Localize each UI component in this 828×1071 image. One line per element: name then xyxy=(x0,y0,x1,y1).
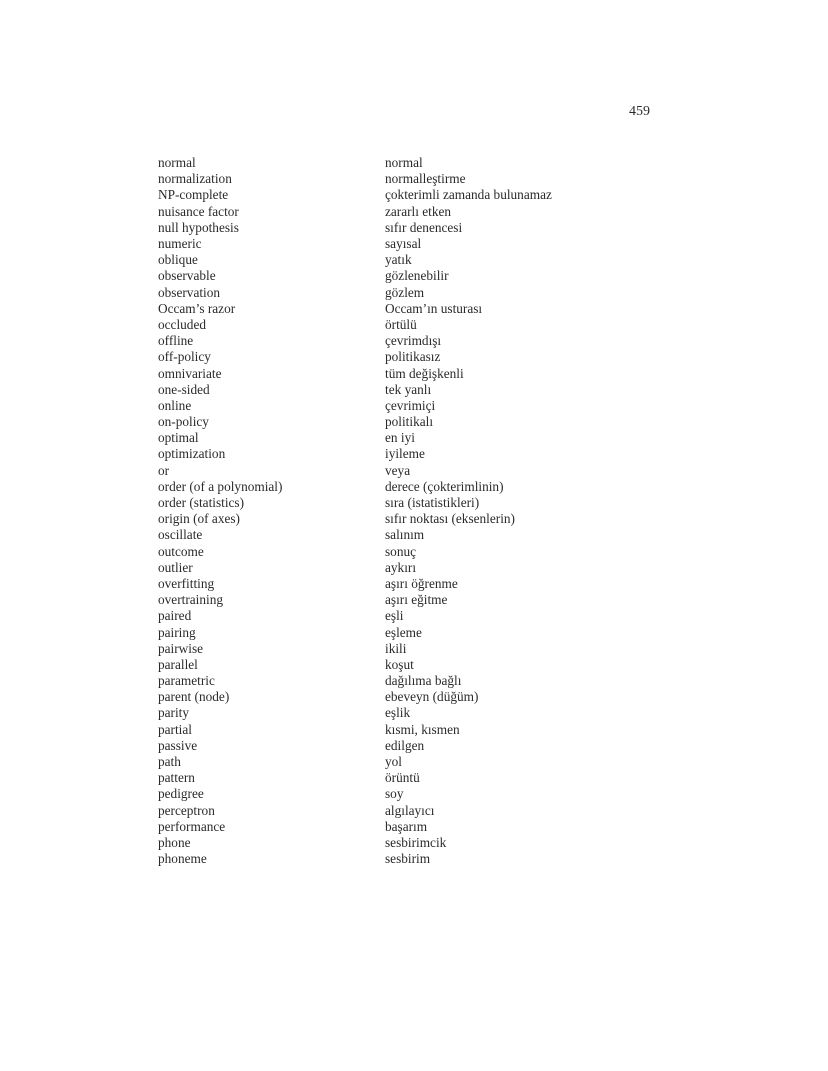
glossary-translation: sıra (istatistikleri) xyxy=(385,495,480,511)
glossary-translation: koşut xyxy=(385,656,414,672)
glossary-term: off-policy xyxy=(158,349,211,365)
glossary-entry xyxy=(158,544,638,560)
glossary-term: pairing xyxy=(158,624,196,640)
glossary-term: one-sided xyxy=(158,381,210,397)
glossary-term: parity xyxy=(158,705,190,721)
glossary-translation: aykırı xyxy=(385,559,417,575)
glossary-entry xyxy=(158,333,638,349)
glossary-translation: çevrimdışı xyxy=(385,333,442,349)
glossary-entry xyxy=(158,641,638,657)
glossary-translation: sayısal xyxy=(385,236,422,252)
glossary-entry xyxy=(158,624,638,640)
glossary-translation: yatık xyxy=(385,252,412,268)
glossary-translation: tüm değişkenli xyxy=(385,365,464,381)
glossary-translation: dağılıma bağlı xyxy=(385,673,462,689)
glossary-entry xyxy=(158,689,638,705)
glossary-translation: edilgen xyxy=(385,737,425,753)
glossary-term: pattern xyxy=(158,770,195,786)
glossary-translation: eşli xyxy=(385,608,404,624)
glossary-term: optimization xyxy=(158,446,226,462)
glossary-entry xyxy=(158,527,638,543)
glossary-term: phone xyxy=(158,834,191,850)
glossary-entry xyxy=(158,705,638,721)
glossary-translation: normalleştirme xyxy=(385,171,466,187)
glossary-translation: çokterimli zamanda bulunamaz xyxy=(385,187,552,203)
glossary-entry xyxy=(158,576,638,592)
glossary-term: on-policy xyxy=(158,414,209,430)
glossary-term: occluded xyxy=(158,316,206,332)
glossary-entry xyxy=(158,187,638,203)
glossary-entry xyxy=(158,673,638,689)
glossary-entry xyxy=(158,495,638,511)
glossary-entry xyxy=(158,236,638,252)
glossary-term: overtraining xyxy=(158,592,223,608)
glossary-translation: en iyi xyxy=(385,430,415,446)
glossary-term: omnivariate xyxy=(158,365,222,381)
glossary-term: parent (node) xyxy=(158,689,230,705)
glossary-term: offline xyxy=(158,333,194,349)
glossary-term: outlier xyxy=(158,559,193,575)
glossary-list xyxy=(158,155,638,867)
glossary-translation: sıfır noktası (eksenlerin) xyxy=(385,511,515,527)
glossary-entry xyxy=(158,398,638,414)
glossary-term: paired xyxy=(158,608,192,624)
glossary-term: outcome xyxy=(158,543,204,559)
glossary-entry xyxy=(158,657,638,673)
glossary-term: parallel xyxy=(158,656,198,672)
glossary-term: origin (of axes) xyxy=(158,511,240,527)
glossary-translation: normal xyxy=(385,155,423,171)
glossary-term: online xyxy=(158,397,192,413)
glossary-translation: sesbirimcik xyxy=(385,834,447,850)
glossary-entry xyxy=(158,414,638,430)
glossary-entry xyxy=(158,479,638,495)
glossary-term: parametric xyxy=(158,673,215,689)
glossary-entry xyxy=(158,463,638,479)
glossary-entry xyxy=(158,301,638,317)
glossary-term: order (statistics) xyxy=(158,495,245,511)
glossary-term: normalization xyxy=(158,171,232,187)
glossary-term: order (of a polynomial) xyxy=(158,478,283,494)
glossary-translation: aşırı öğrenme xyxy=(385,575,458,591)
glossary-term: nuisance factor xyxy=(158,203,239,219)
glossary-term: NP-complete xyxy=(158,187,229,203)
glossary-entry xyxy=(158,285,638,301)
glossary-entry xyxy=(158,786,638,802)
glossary-entry xyxy=(158,446,638,462)
glossary-term: pedigree xyxy=(158,786,204,802)
glossary-term: normal xyxy=(158,155,196,171)
glossary-translation: politikalı xyxy=(385,414,434,430)
glossary-term: optimal xyxy=(158,430,199,446)
glossary-entry xyxy=(158,835,638,851)
glossary-translation: çevrimiçi xyxy=(385,397,436,413)
glossary-term: Occam’s razor xyxy=(158,300,236,316)
glossary-term: oscillate xyxy=(158,527,203,543)
glossary-entry xyxy=(158,511,638,527)
glossary-translation: sonuç xyxy=(385,543,417,559)
glossary-translation: veya xyxy=(385,462,411,478)
glossary-term: oblique xyxy=(158,252,198,268)
glossary-term: numeric xyxy=(158,236,202,252)
glossary-term: overfitting xyxy=(158,575,215,591)
glossary-entry xyxy=(158,365,638,381)
glossary-term: partial xyxy=(158,721,192,737)
glossary-entry xyxy=(158,155,638,171)
glossary-translation: ebeveyn (düğüm) xyxy=(385,689,479,705)
glossary-translation: tek yanlı xyxy=(385,381,432,397)
glossary-entry xyxy=(158,851,638,867)
glossary-translation: yol xyxy=(385,754,402,770)
glossary-translation: Occam’ın usturası xyxy=(385,300,483,316)
page-number: 459 xyxy=(629,104,650,119)
glossary-translation: aşırı eğitme xyxy=(385,592,448,608)
glossary-translation: salınım xyxy=(385,527,425,543)
glossary-entry xyxy=(158,592,638,608)
glossary-translation: eşlik xyxy=(385,705,411,721)
glossary-entry xyxy=(158,819,638,835)
glossary-translation: eşleme xyxy=(385,624,422,640)
glossary-translation: örtülü xyxy=(385,316,417,332)
glossary-translation: örüntü xyxy=(385,770,420,786)
glossary-entry xyxy=(158,317,638,333)
glossary-entry xyxy=(158,268,638,284)
glossary-term: pairwise xyxy=(158,640,204,656)
glossary-entry xyxy=(158,204,638,220)
glossary-entry xyxy=(158,722,638,738)
glossary-entry xyxy=(158,430,638,446)
glossary-entry xyxy=(158,560,638,576)
glossary-entry xyxy=(158,252,638,268)
glossary-translation: gözlenebilir xyxy=(385,268,449,284)
glossary-translation: politikasız xyxy=(385,349,441,365)
glossary-entry xyxy=(158,770,638,786)
glossary-translation: iyileme xyxy=(385,446,425,462)
glossary-translation: zararlı etken xyxy=(385,203,452,219)
glossary-entry xyxy=(158,803,638,819)
glossary-entry xyxy=(158,608,638,624)
glossary-entry xyxy=(158,738,638,754)
glossary-translation: gözlem xyxy=(385,284,425,300)
glossary-translation: kısmi, kısmen xyxy=(385,721,460,737)
glossary-translation: algılayıcı xyxy=(385,802,435,818)
glossary-term: observation xyxy=(158,284,221,300)
glossary-term: performance xyxy=(158,818,226,834)
glossary-translation: soy xyxy=(385,786,404,802)
glossary-translation: başarım xyxy=(385,818,428,834)
glossary-term: phoneme xyxy=(158,851,207,867)
glossary-term: or xyxy=(158,462,170,478)
glossary-entry xyxy=(158,171,638,187)
glossary-translation: derece (çokterimlinin) xyxy=(385,478,504,494)
glossary-entry xyxy=(158,754,638,770)
glossary-term: perceptron xyxy=(158,802,215,818)
glossary-term: observable xyxy=(158,268,216,284)
glossary-term: null hypothesis xyxy=(158,219,239,235)
glossary-translation: ikili xyxy=(385,640,407,656)
glossary-entry xyxy=(158,382,638,398)
glossary-translation: sıfır denencesi xyxy=(385,219,463,235)
glossary-term: passive xyxy=(158,737,198,753)
glossary-entry xyxy=(158,349,638,365)
glossary-entry xyxy=(158,220,638,236)
glossary-term: path xyxy=(158,754,181,770)
glossary-translation: sesbirim xyxy=(385,851,431,867)
